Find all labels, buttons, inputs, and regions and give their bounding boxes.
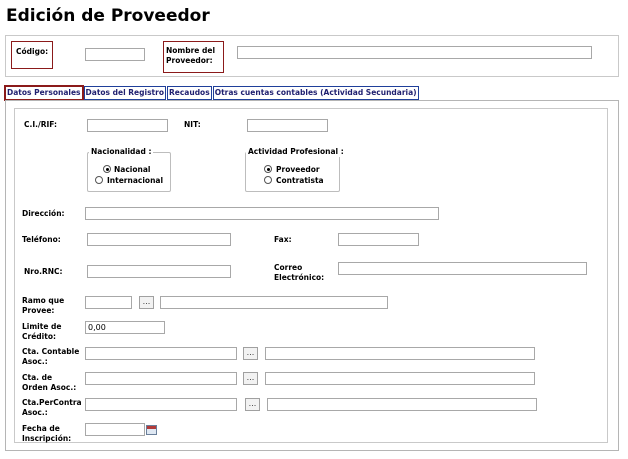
- page-title: Edición de Proveedor: [6, 6, 210, 26]
- tab-recaudos[interactable]: Recaudos: [167, 86, 212, 100]
- cta-orden-label: Cta. de Orden Asoc.:: [22, 373, 77, 392]
- ci-rif-field[interactable]: [87, 119, 168, 132]
- ramo-lookup-button[interactable]: ...: [139, 296, 154, 309]
- radio-internacional-label: Internacional: [107, 176, 164, 185]
- cta-percontra-code-field[interactable]: [85, 398, 237, 411]
- radio-internacional[interactable]: [95, 176, 103, 184]
- codigo-label: Código:: [16, 47, 49, 56]
- nacionalidad-legend: Nacionalidad :: [91, 147, 152, 156]
- calendar-icon[interactable]: [146, 425, 157, 435]
- ci-rif-label: C.I./RIF:: [24, 120, 58, 129]
- codigo-field[interactable]: [85, 48, 145, 61]
- direccion-label: Dirección:: [22, 209, 65, 218]
- cta-orden-lookup-button[interactable]: ...: [243, 372, 258, 385]
- ramo-label: Ramo que Provee:: [22, 296, 65, 315]
- telefono-label: Teléfono:: [22, 235, 61, 244]
- ramo-code-field[interactable]: [85, 296, 132, 309]
- radio-contratista[interactable]: [264, 176, 272, 184]
- rnc-field[interactable]: [87, 265, 231, 278]
- tab-datos-personales[interactable]: Datos Personales: [5, 86, 83, 100]
- cta-percontra-lookup-button[interactable]: ...: [245, 398, 260, 411]
- nit-field[interactable]: [247, 119, 328, 132]
- cta-orden-code-field[interactable]: [85, 372, 237, 385]
- fax-label: Fax:: [274, 235, 292, 244]
- cta-orden-desc-field[interactable]: [265, 372, 535, 385]
- cta-percontra-desc-field[interactable]: [267, 398, 537, 411]
- radio-proveedor[interactable]: [264, 165, 272, 173]
- ramo-desc-field[interactable]: [160, 296, 388, 309]
- cta-percontra-label: Cta.PerContra Asoc.:: [22, 398, 82, 417]
- cta-contable-code-field[interactable]: [85, 347, 237, 360]
- radio-contratista-label: Contratista: [276, 176, 324, 185]
- telefono-field[interactable]: [87, 233, 231, 246]
- cta-contable-desc-field[interactable]: [265, 347, 535, 360]
- tab-otras-cuentas[interactable]: Otras cuentas contables (Actividad Secundaria): [213, 86, 419, 100]
- limite-label: Limite de Crédito:: [22, 322, 62, 341]
- tab-bar: [5, 86, 420, 99]
- radio-nacional[interactable]: [103, 165, 111, 173]
- radio-nacional-label: Nacional: [114, 165, 151, 174]
- direccion-field[interactable]: [85, 207, 439, 220]
- correo-label: Correo Electrónico:: [274, 263, 325, 282]
- fecha-label: Fecha de Inscripción:: [22, 424, 72, 443]
- nombre-label: Nombre del Proveedor:: [166, 46, 216, 65]
- fax-field[interactable]: [338, 233, 419, 246]
- rnc-label: Nro.RNC:: [24, 267, 63, 276]
- cta-contable-lookup-button[interactable]: ...: [243, 347, 258, 360]
- radio-proveedor-label: Proveedor: [276, 165, 320, 174]
- correo-field[interactable]: [338, 262, 587, 275]
- nombre-field[interactable]: [237, 46, 592, 59]
- tab-datos-registro[interactable]: Datos del Registro: [84, 86, 166, 100]
- fecha-field[interactable]: [85, 423, 145, 436]
- limite-field[interactable]: [85, 321, 165, 334]
- actividad-legend: Actividad Profesional :: [248, 147, 344, 156]
- cta-contable-label: Cta. Contable Asoc.:: [22, 347, 80, 366]
- nit-label: NIT:: [184, 120, 201, 129]
